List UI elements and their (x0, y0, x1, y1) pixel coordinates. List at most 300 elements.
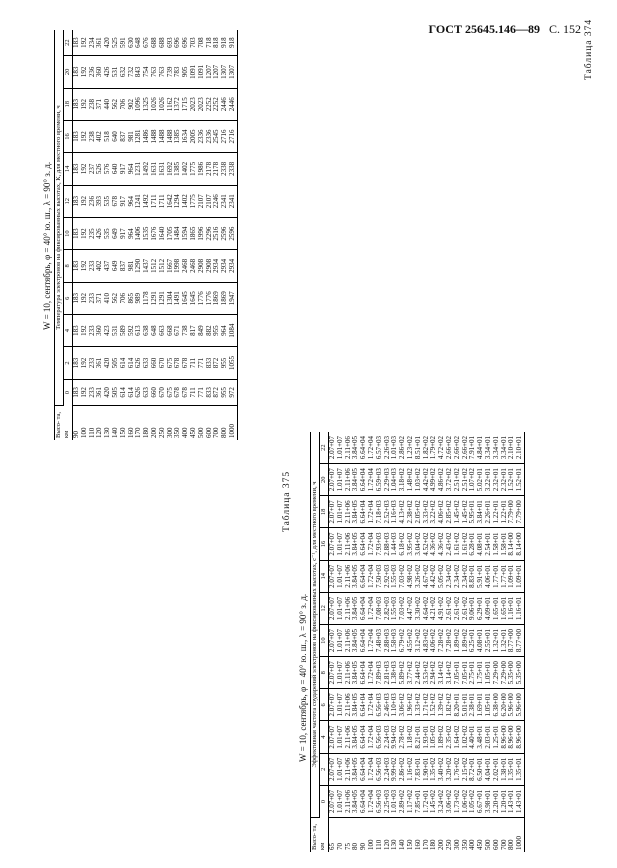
value-cell: 1775 (190, 185, 198, 217)
value-cell: 1372 (174, 88, 182, 120)
value-cell: 183 (73, 30, 81, 56)
value-cell: 2908 (206, 250, 214, 282)
value-cell: 4.06+02 (430, 624, 438, 656)
value-cell: 1.16+01 (508, 592, 516, 624)
value-cell: 1667 (167, 250, 175, 282)
page-header (422, 22, 581, 37)
value-cell: 3.14+02 (438, 657, 446, 689)
value-cell: 2.86+02 (399, 753, 407, 785)
value-cell: 2341 (229, 185, 237, 217)
value-cell: 192 (81, 30, 89, 56)
value-cell: 2.32+01 (493, 464, 501, 496)
value-cell: 670 (159, 347, 167, 379)
value-cell: 2.10+01 (516, 432, 524, 464)
value-cell: 678 (174, 379, 182, 405)
height-cell: 600 (204, 427, 213, 438)
value-cell: 1304 (167, 282, 175, 314)
value-cell: 2.75+01 (469, 657, 477, 689)
height-cell: 450 (476, 839, 485, 850)
value-cell: 2.07+07 (329, 657, 337, 689)
value-cell: 9.06+01 (469, 592, 477, 624)
value-cell: 7.79+00 (508, 496, 516, 528)
value-cell: 3.24+02 (438, 785, 446, 817)
hour-header: 6 (320, 689, 329, 721)
value-cell: 2.03+01 (485, 721, 493, 753)
value-cell: 7.05+01 (454, 657, 462, 689)
value-cell: 2446 (221, 88, 229, 120)
value-cell: 1.72+01 (423, 785, 431, 817)
hour-header: 14 (320, 560, 329, 592)
value-cell: 1207 (206, 56, 214, 88)
value-cell: 3.84+05 (352, 560, 360, 592)
value-cell: 8.72+01 (469, 753, 477, 785)
value-cell: 562 (112, 282, 120, 314)
value-cell: 2252 (213, 88, 221, 120)
value-cell: 2338 (229, 153, 237, 185)
value-cell: 440 (104, 88, 112, 120)
value-cell: 4.36+02 (430, 528, 438, 560)
value-cell: 763 (159, 56, 167, 88)
hour-header: 10 (320, 624, 329, 656)
value-cell: 237 (89, 153, 97, 185)
value-cell: 1.75+01 (477, 657, 485, 689)
table-375 (310, 432, 525, 852)
value-cell: 1491 (174, 282, 182, 314)
hour-header: 6 (64, 282, 73, 314)
height-cell: 350 (173, 427, 182, 438)
table-row (229, 30, 237, 440)
value-cell: 917 (120, 153, 128, 185)
value-cell: 402 (96, 120, 104, 152)
value-cell: 2.11+06 (345, 464, 353, 496)
height-cell: 130 (390, 839, 399, 850)
value-cell: 872 (213, 379, 221, 405)
value-cell: 1512 (159, 250, 167, 282)
hour-header: 22 (320, 432, 329, 464)
hour-header: 10 (64, 217, 73, 249)
value-cell: 1.39+02 (438, 689, 446, 721)
value-cell: 1640 (159, 217, 167, 249)
value-cell: 1.03+02 (415, 464, 423, 496)
value-cell: 1.16+03 (391, 496, 399, 528)
value-cell: 4.83+02 (423, 624, 431, 656)
value-cell: 2.81+03 (384, 657, 392, 689)
value-cell: 1.72+04 (368, 496, 376, 528)
value-cell: 1.52+01 (508, 464, 516, 496)
value-cell: 3.84+05 (352, 721, 360, 753)
value-cell: 2.61+02 (454, 592, 462, 624)
value-cell: 1437 (143, 250, 151, 282)
value-cell: 1642 (167, 185, 175, 217)
value-cell: 660 (151, 347, 159, 379)
value-cell: 591 (120, 30, 128, 56)
value-cell: 1.05+01 (485, 689, 493, 721)
value-cell: 4.21+02 (430, 592, 438, 624)
value-cell: 437 (104, 250, 112, 282)
value-cell: 1.43+01 (516, 785, 524, 817)
hour-header: 18 (64, 88, 73, 120)
value-cell: 1.01+07 (337, 592, 345, 624)
value-cell: 1406 (135, 217, 143, 249)
value-cell: 1325 (143, 88, 151, 120)
value-cell: 4.40+01 (469, 721, 477, 753)
value-cell: 5.96+00 (516, 689, 524, 721)
value-cell: 2.66+02 (446, 432, 454, 464)
height-cell: 200 (437, 839, 446, 850)
value-cell: 1986 (198, 153, 206, 185)
value-cell: 2.85+02 (446, 496, 454, 528)
value-cell: 3.34+01 (493, 432, 501, 464)
value-cell: 4.86+02 (438, 464, 446, 496)
height-cell: 90 (72, 431, 80, 438)
value-cell: 633 (143, 347, 151, 379)
value-cell: 614 (120, 347, 128, 379)
value-cell: 718 (206, 30, 214, 56)
hour-header: 22 (64, 30, 73, 56)
value-cell: 2.43+02 (446, 528, 454, 560)
value-cell: 1.52+01 (516, 464, 524, 496)
value-cell: 2.55+01 (485, 624, 493, 656)
height-cell: 300 (452, 839, 461, 850)
value-cell: 626 (135, 379, 143, 405)
value-cell: 1294 (174, 185, 182, 217)
value-cell: 8.51+01 (415, 432, 423, 464)
value-cell: 837 (120, 120, 128, 152)
value-cell: 754 (143, 56, 151, 88)
value-cell: 663 (159, 314, 167, 346)
value-cell: 1492 (143, 185, 151, 217)
value-cell: 2.07+07 (329, 560, 337, 592)
height-cell: 80 (351, 843, 360, 850)
value-cell: 1.09+01 (516, 560, 524, 592)
value-cell: 2716 (221, 120, 229, 152)
value-cell: 233 (89, 282, 97, 314)
value-cell: 4.91+02 (438, 592, 446, 624)
value-cell: 1776 (198, 282, 206, 314)
value-cell: 6.50+01 (477, 753, 485, 785)
value-cell: 1.58+03 (391, 624, 399, 656)
value-cell: 8.83+01 (469, 560, 477, 592)
value-cell: 688 (159, 30, 167, 56)
value-cell: 1.38+01 (501, 753, 509, 785)
value-cell: 902 (128, 88, 136, 120)
value-cell: 696 (182, 30, 190, 56)
value-cell: 1676 (151, 217, 159, 249)
value-cell: 1.22+01 (493, 496, 501, 528)
value-cell: 192 (81, 56, 89, 88)
value-cell: 2.05+02 (415, 496, 423, 528)
value-cell: 1091 (190, 56, 198, 88)
value-cell: 905 (182, 56, 190, 88)
value-cell: 5.96+00 (508, 689, 516, 721)
value-cell: 2296 (206, 217, 214, 249)
value-cell: 3.84+05 (352, 753, 360, 785)
value-cell: 420 (104, 347, 112, 379)
height-cell: 200 (149, 427, 158, 438)
value-cell: 1385 (174, 153, 182, 185)
value-cell: 236 (89, 56, 97, 88)
value-cell: 2596 (221, 217, 229, 249)
value-cell: 7.85+01 (415, 785, 423, 817)
value-cell: 732 (128, 56, 136, 88)
value-cell: 2023 (198, 88, 206, 120)
value-cell: 192 (81, 88, 89, 120)
hour-header: 14 (64, 153, 73, 185)
height-cell: 160 (413, 839, 422, 850)
value-cell: 8.96+00 (501, 721, 509, 753)
value-cell: 5.89+02 (399, 657, 407, 689)
value-cell: 917 (120, 217, 128, 249)
value-cell: 1.72+04 (368, 592, 376, 624)
value-cell: 8.96+00 (516, 721, 524, 753)
value-cell: 711 (190, 347, 198, 379)
value-cell: 192 (81, 217, 89, 249)
table-375-label: Таблица 375 (282, 470, 292, 532)
value-cell: 4.36+02 (438, 528, 446, 560)
group-header: Эффективная частота соударений электронов на фиксированных высотах, с⁻¹, для местного времени, ч (311, 432, 320, 818)
value-cell: 4.55+02 (407, 624, 415, 656)
value-cell: 1634 (182, 120, 190, 152)
hour-header: 2 (320, 753, 329, 785)
value-cell: 918 (221, 30, 229, 56)
height-cell: 110 (374, 839, 383, 850)
height-cell: 600 (491, 839, 500, 850)
value-cell: 1.72+04 (368, 464, 376, 496)
value-cell: 703 (190, 30, 198, 56)
value-cell: 6.64+04 (360, 721, 368, 753)
value-cell: 2.38+01 (469, 689, 477, 721)
value-cell: 5.02+01 (477, 464, 485, 496)
value-cell: 1998 (174, 250, 182, 282)
value-cell: 6.64+04 (360, 592, 368, 624)
value-cell: 2.94+02 (430, 657, 438, 689)
value-cell: 1645 (190, 282, 198, 314)
value-cell: 1096 (135, 88, 143, 120)
value-cell: 2.34+02 (454, 560, 462, 592)
value-cell: 6.64+04 (360, 689, 368, 721)
value-cell: 1.61+02 (462, 528, 470, 560)
value-cell: 670 (159, 379, 167, 405)
value-cell: 676 (143, 30, 151, 56)
value-cell: 1307 (221, 56, 229, 88)
value-cell: 833 (206, 379, 214, 405)
value-cell: 1.44+03 (391, 528, 399, 560)
value-cell: 3.84+05 (352, 624, 360, 656)
value-cell: 8.96+00 (508, 721, 516, 753)
value-cell: 1.71+02 (423, 689, 431, 721)
value-cell: 678 (182, 379, 190, 405)
value-cell: 525 (112, 30, 120, 56)
value-cell: 964 (128, 153, 136, 185)
value-cell: 589 (120, 314, 128, 346)
value-cell: 1692 (167, 153, 175, 185)
value-cell: 1.82+02 (446, 689, 454, 721)
value-cell: 531 (112, 314, 120, 346)
value-cell: 2.07+07 (329, 753, 337, 785)
height-cell: 350 (460, 839, 469, 850)
value-cell: 706 (120, 282, 128, 314)
height-cell: 400 (468, 839, 477, 850)
value-cell: 1.16+01 (516, 592, 524, 624)
value-cell: 183 (73, 314, 81, 346)
value-cell: 8.14+00 (508, 528, 516, 560)
height-cell: 800 (220, 427, 229, 438)
value-cell: 981 (128, 250, 136, 282)
value-cell: 2.32+01 (501, 464, 509, 496)
value-cell: 3.40+02 (438, 753, 446, 785)
value-cell: 1705 (167, 217, 175, 249)
value-cell: 4.06+02 (438, 496, 446, 528)
value-cell: 1385 (174, 120, 182, 152)
value-cell: 2716 (229, 120, 237, 152)
height-cell: 130 (103, 427, 112, 438)
value-cell: 3.06+02 (446, 785, 454, 817)
value-cell: 4.64+02 (423, 592, 431, 624)
value-cell: 1291 (159, 282, 167, 314)
value-cell: 1.89+02 (454, 624, 462, 656)
value-cell: 1.65+01 (501, 592, 509, 624)
hour-header: 0 (64, 379, 73, 405)
value-cell: 2.11+06 (345, 753, 353, 785)
value-cell: 2516 (213, 217, 221, 249)
height-cell: 160 (126, 427, 135, 438)
height-cell: 700 (212, 427, 221, 438)
height-cell: 250 (157, 427, 166, 438)
value-cell: 6.59+03 (376, 464, 384, 496)
value-cell: 668 (167, 314, 175, 346)
value-cell: 1.55+03 (391, 560, 399, 592)
col-header-height: Высо- та, км (311, 818, 329, 853)
hour-header: 20 (64, 56, 73, 88)
value-cell: 1091 (198, 56, 206, 88)
height-cell: 450 (188, 427, 197, 438)
value-cell: 2023 (190, 88, 198, 120)
height-cell: 400 (181, 427, 190, 438)
value-cell: 7.50+03 (376, 560, 384, 592)
value-cell: 688 (151, 30, 159, 56)
value-cell: 7.28+02 (446, 624, 454, 656)
table-375-title: W = 10, сентябрь, φ = 40° ю. ш., λ = 90° з. д. (298, 593, 308, 762)
value-cell: 1631 (159, 153, 167, 185)
value-cell: 3.04+02 (415, 528, 423, 560)
value-cell: 1.55+03 (391, 592, 399, 624)
value-cell: 1.01+07 (337, 657, 345, 689)
height-cell: 65 (328, 843, 336, 850)
value-cell: 1.73+02 (454, 785, 462, 817)
hour-header: 12 (320, 592, 329, 624)
value-cell: 233 (89, 250, 97, 282)
value-cell: 711 (190, 379, 198, 405)
value-cell: 1290 (135, 250, 143, 282)
value-cell: 2.38+02 (407, 496, 415, 528)
value-cell: 1084 (229, 314, 237, 346)
value-cell: 1.79+02 (430, 432, 438, 464)
value-cell: 1.22+01 (501, 496, 509, 528)
value-cell: 2.78+02 (399, 721, 407, 753)
value-cell: 1775 (190, 153, 198, 185)
value-cell: 1512 (151, 250, 159, 282)
value-cell: 1594 (182, 217, 190, 249)
value-cell: 1486 (143, 120, 151, 152)
value-cell: 648 (135, 30, 143, 56)
value-cell: 2.11+06 (345, 432, 353, 464)
value-cell: 2005 (190, 120, 198, 152)
value-cell: 1.01+07 (337, 753, 345, 785)
value-cell: 183 (73, 88, 81, 120)
value-cell: 4.08+01 (477, 624, 485, 656)
value-cell: 2.52+03 (384, 496, 392, 528)
value-cell: 183 (73, 56, 81, 88)
value-cell: 183 (73, 347, 81, 379)
value-cell: 1.38+03 (391, 657, 399, 689)
height-cell: 120 (95, 427, 104, 438)
value-cell: 2.46+03 (384, 689, 392, 721)
height-cell: 75 (343, 843, 352, 850)
value-cell: 576 (104, 153, 112, 185)
value-cell: 6.64+04 (360, 464, 368, 496)
value-cell: 1.23+02 (407, 432, 415, 464)
value-cell: 4.42+02 (423, 464, 431, 496)
value-cell: 6.64+04 (360, 753, 368, 785)
hour-header: 20 (320, 464, 329, 496)
value-cell: 649 (112, 217, 120, 249)
value-cell: 6.64+04 (360, 560, 368, 592)
value-cell: 535 (104, 185, 112, 217)
value-cell: 183 (73, 217, 81, 249)
value-cell: 2.20+01 (493, 785, 501, 817)
value-cell: 2.11+06 (345, 785, 353, 817)
value-cell: 3.84+05 (352, 657, 360, 689)
value-cell: 1.05+02 (430, 721, 438, 753)
table-374-label: Таблица 374 (584, 18, 594, 80)
value-cell: 3.53+02 (423, 657, 431, 689)
height-cell: 250 (444, 839, 453, 850)
value-cell: 6.64+04 (360, 657, 368, 689)
value-cell: 1.89+02 (462, 624, 470, 656)
height-cell: 90 (359, 843, 368, 850)
value-cell: 192 (81, 120, 89, 152)
value-cell: 3.34+01 (501, 432, 509, 464)
height-cell: 70 (335, 843, 344, 850)
value-cell: 1.72+04 (368, 432, 376, 464)
height-cell: 700 (499, 839, 508, 850)
value-cell: 3.12+02 (415, 624, 423, 656)
value-cell: 7.93+03 (376, 528, 384, 560)
value-cell: 2.24+03 (384, 753, 392, 785)
value-cell: 238 (89, 120, 97, 152)
value-cell: 3.84+05 (352, 464, 360, 496)
value-cell: 1.01+07 (337, 464, 345, 496)
value-cell: 1.07+02 (469, 464, 477, 496)
value-cell: 192 (81, 153, 89, 185)
value-cell: 1.16+02 (407, 753, 415, 785)
value-cell: 505 (112, 379, 120, 405)
value-cell: 917 (120, 185, 128, 217)
value-cell: 6.28+01 (469, 528, 477, 560)
value-cell: 5.05+02 (438, 560, 446, 592)
value-cell: 1.96+02 (407, 689, 415, 721)
value-cell: 2336 (198, 120, 206, 152)
value-cell: 1.01+03 (391, 432, 399, 464)
value-cell: 1.65+01 (493, 592, 501, 624)
hour-header: 4 (64, 314, 73, 346)
value-cell: 505 (112, 347, 120, 379)
value-cell: 6.18+02 (399, 528, 407, 560)
value-cell: 630 (128, 30, 136, 56)
value-cell: 1.10+03 (391, 689, 399, 721)
value-cell: 1026 (151, 88, 159, 120)
value-cell: 3.84+05 (352, 496, 360, 528)
